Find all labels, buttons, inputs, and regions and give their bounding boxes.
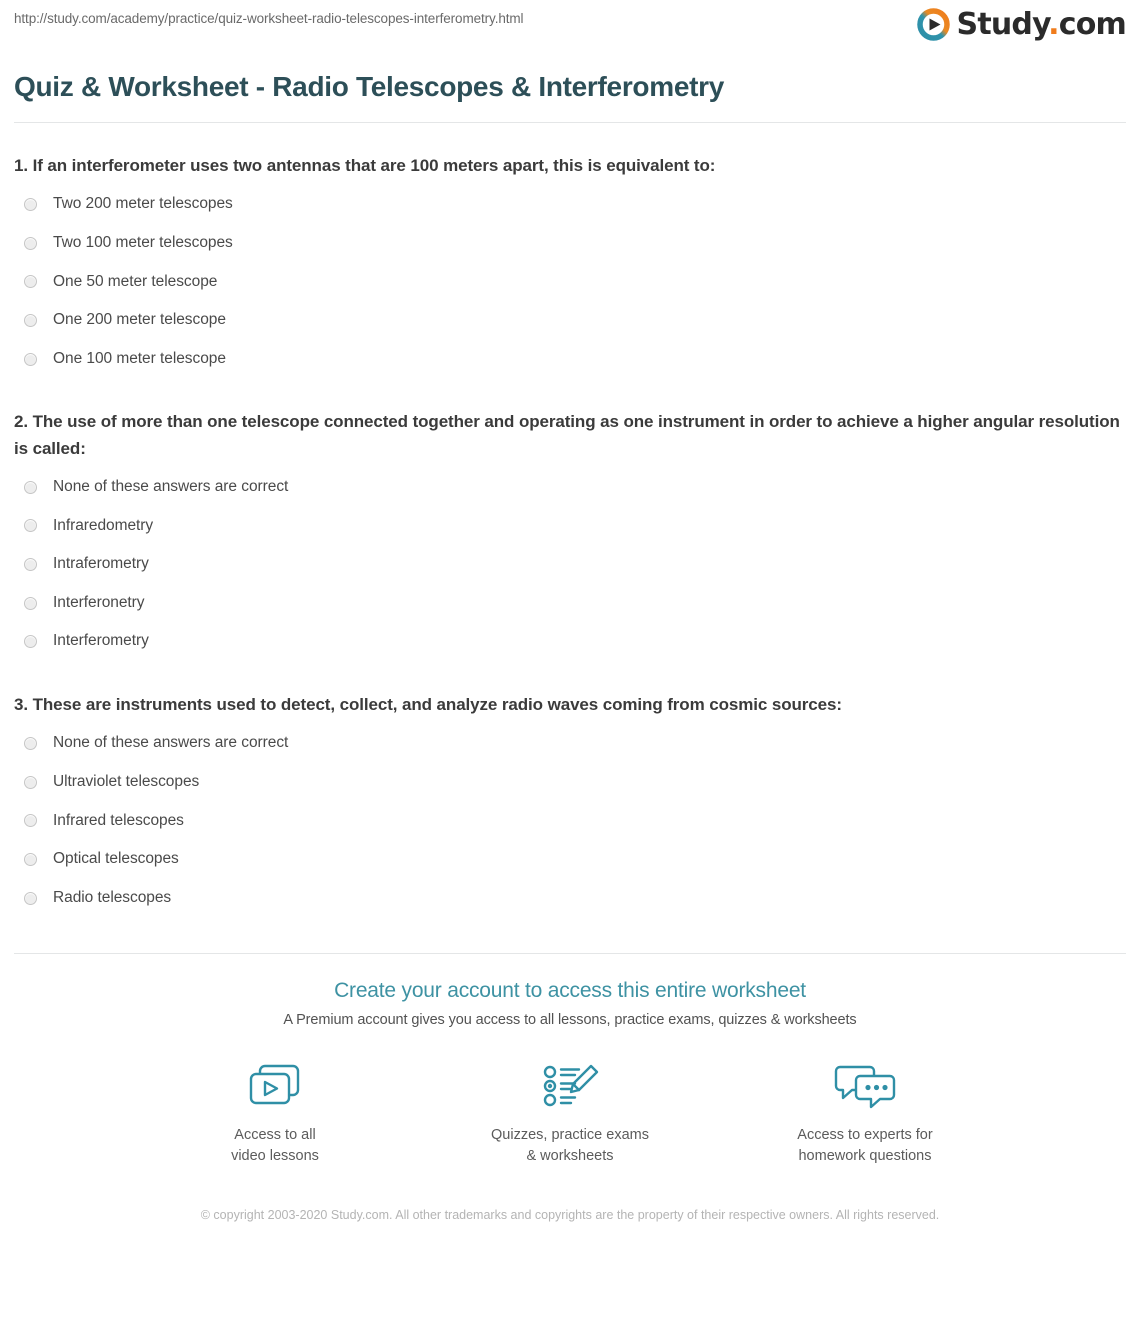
answer-option-label: None of these answers are correct xyxy=(53,478,289,496)
url-text: http://study.com/academy/practice/quiz-worksheet-radio-telescopes-interferometry.html xyxy=(14,11,524,26)
answer-option[interactable] xyxy=(14,879,1126,918)
study-com-logo[interactable] xyxy=(917,8,1126,41)
answer-option[interactable] xyxy=(14,840,1126,879)
answer-option[interactable] xyxy=(14,468,1126,507)
feature-caption xyxy=(491,1125,649,1167)
answer-options-list xyxy=(14,185,1126,378)
radio-button-icon[interactable] xyxy=(24,237,37,250)
radio-button-icon[interactable] xyxy=(24,519,37,532)
answer-options-list xyxy=(14,468,1126,661)
cta-heading[interactable]: Create your account to access this entire worksheet xyxy=(334,979,806,1003)
answer-option-label: Infraredometry xyxy=(53,516,154,534)
radio-button-icon[interactable] xyxy=(24,814,37,827)
brand-name-main: Study xyxy=(956,7,1049,42)
feature-caption-line1: Access to all xyxy=(234,1127,316,1144)
feature-caption-line1: Quizzes, practice exams xyxy=(491,1127,649,1144)
answer-option-label: Interferometry xyxy=(53,632,149,650)
feature-caption-line2: homework questions xyxy=(798,1148,932,1165)
copyright-notice xyxy=(200,1206,940,1225)
radio-button-icon[interactable] xyxy=(24,275,37,288)
answer-option-label: One 200 meter telescope xyxy=(53,311,226,329)
brand-wordmark xyxy=(957,8,1126,41)
feature-caption xyxy=(231,1125,319,1167)
answer-options-list xyxy=(14,724,1126,917)
answer-option[interactable] xyxy=(14,763,1126,802)
question-text: 3. These are instruments used to detect, collect, and analyze radio waves coming from cosmic sources: xyxy=(14,695,842,714)
question-text: 1. If an interferometer uses two antennas that are 100 meters apart, this is equivalent to: xyxy=(14,156,716,176)
answer-option[interactable] xyxy=(14,301,1126,340)
feature-item xyxy=(478,1058,663,1167)
answer-option-label: Infrared telescopes xyxy=(53,811,184,829)
answer-option-label: Two 200 meter telescopes xyxy=(53,195,233,213)
radio-button-icon[interactable] xyxy=(24,353,37,366)
brand-name-tld: com xyxy=(1058,7,1126,42)
feature-item xyxy=(183,1058,368,1167)
answer-option[interactable] xyxy=(14,185,1126,224)
copyright-line1: © copyright 2003-2020 Study.com. All other trademarks and copyrights are the property of their respective owners. All rights xyxy=(200,1208,884,1223)
question-block xyxy=(14,692,1126,917)
quiz-checklist-pencil-icon xyxy=(539,1058,601,1114)
title-divider xyxy=(14,122,1126,123)
video-lessons-icon xyxy=(244,1058,306,1114)
answer-option[interactable] xyxy=(14,724,1126,763)
feature-caption-line2: & worksheets xyxy=(526,1148,614,1165)
answer-option-label: Interferonetry xyxy=(53,593,145,611)
answer-option-label: None of these answers are correct xyxy=(53,734,289,752)
radio-button-icon[interactable] xyxy=(24,892,37,905)
feature-item xyxy=(773,1058,958,1167)
answer-option-label: Optical telescopes xyxy=(53,850,179,868)
brand-name-dot: . xyxy=(1048,7,1059,42)
feature-caption xyxy=(797,1125,932,1167)
radio-button-icon[interactable] xyxy=(24,776,37,789)
radio-button-icon[interactable] xyxy=(24,558,37,571)
answer-option-label: Ultraviolet telescopes xyxy=(53,772,200,790)
play-circle-icon xyxy=(917,8,950,41)
answer-option-label: Intraferometry xyxy=(53,555,149,573)
cta-subheading: A Premium account gives you access to all lessons, practice exams, quizzes & worksheets xyxy=(283,1012,857,1029)
radio-button-icon[interactable] xyxy=(24,737,37,750)
radio-button-icon[interactable] xyxy=(24,635,37,648)
answer-option[interactable] xyxy=(14,224,1126,263)
question-block xyxy=(14,153,1126,378)
question-block xyxy=(14,409,1126,661)
answer-option[interactable] xyxy=(14,802,1126,841)
answer-option[interactable] xyxy=(14,584,1126,623)
answer-option[interactable] xyxy=(14,507,1126,546)
answer-option[interactable] xyxy=(14,545,1126,584)
answer-option-label: Two 100 meter telescopes xyxy=(53,233,233,251)
radio-button-icon[interactable] xyxy=(24,853,37,866)
quiz-questions-container xyxy=(0,153,1140,917)
chat-bubbles-icon xyxy=(834,1058,896,1114)
answer-option[interactable] xyxy=(14,340,1126,379)
create-account-cta xyxy=(0,979,1140,1225)
answer-option[interactable] xyxy=(14,622,1126,661)
feature-caption-line2: video lessons xyxy=(231,1148,319,1165)
feature-caption-line1: Access to experts for xyxy=(797,1127,933,1144)
feature-list xyxy=(14,1058,1126,1167)
answer-option-label: Radio telescopes xyxy=(53,888,172,906)
answer-option-label: One 100 meter telescope xyxy=(53,349,226,367)
radio-button-icon[interactable] xyxy=(24,198,37,211)
cta-divider xyxy=(14,953,1126,954)
radio-button-icon[interactable] xyxy=(24,481,37,494)
page-title: Quiz & Worksheet - Radio Telescopes & Interferometry xyxy=(14,71,724,102)
question-text: 2. The use of more than one telescope connected together and operating as one instrument in order to achieve a higher angular resolution is called: xyxy=(14,412,1120,458)
radio-button-icon[interactable] xyxy=(24,314,37,327)
page-header xyxy=(0,0,1140,58)
copyright-line2: reserved. xyxy=(887,1208,940,1223)
radio-button-icon[interactable] xyxy=(24,597,37,610)
answer-option-label: One 50 meter telescope xyxy=(53,272,218,290)
answer-option[interactable] xyxy=(14,263,1126,302)
